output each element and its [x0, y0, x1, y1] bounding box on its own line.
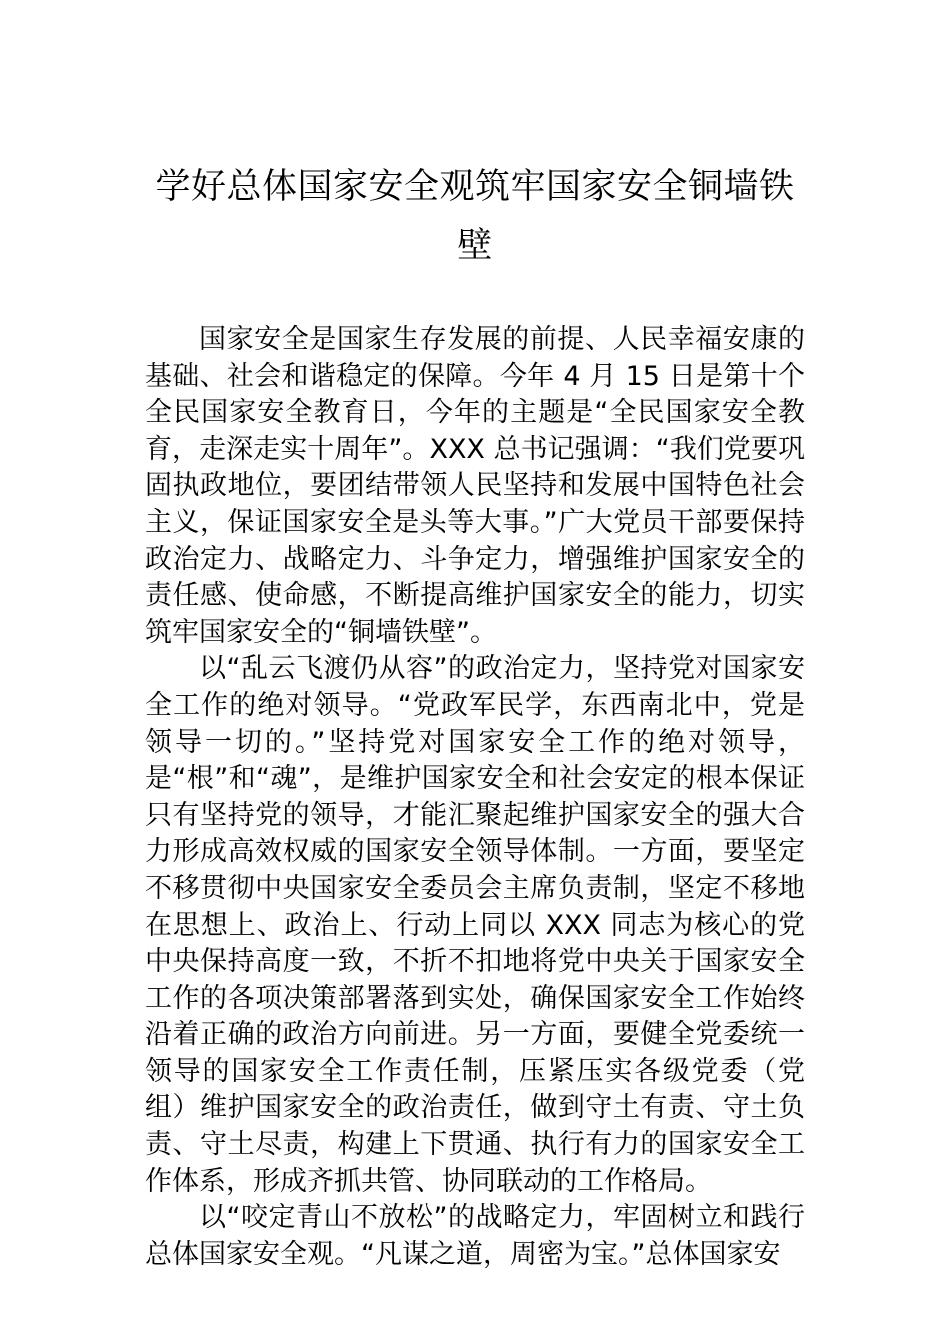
paragraph-intro: 国家安全是国家生存发展的前提、人民幸福安康的基础、社会和谐稳定的保障。今年 4 月 15 日是第十个全民国家安全教育日，今年的主题是“全民国家安全教育，走深走实十周年”。XXX 总书记强调：“我们党要巩固执政地位，要团结带领人民坚持和发展中国特色社会主义，保证国家安全是头等大事。”广大党员干部要保持政治定力、战略定力、斗争定力，增强维护国家安全的责任感、使命感，不断提高维护国家安全的能力，切实筑牢国家安全的“铜墙铁壁”。	[145, 324, 806, 648]
paragraph-political-resolve: 以“乱云飞渡仍从容”的政治定力，坚持党对国家安全工作的绝对领导。“党政军民学，东西南北中，党是领导一切的。”坚持党对国家安全工作的绝对领导，是“根”和“魂”，是维护国家安全和社会安定的根本保证只有坚持党的领导，才能汇聚起维护国家安全的强大合力形成高效权威的国家安全领导体制。一方面，要坚定不移贯彻中央国家安全委员会主席负责制，坚定不移地在思想上、政治上、行动上同以 XXX 同志为核心的党中央保持高度一致，不折不扣地将党中央关于国家安全工作的各项决策部署落到实处，确保国家安全工作始终沿着正确的政治方向前进。另一方面，要健全党委统一领导的国家安全工作责任制，压紧压实各级党委（党组）维护国家安全的政治责任，做到守土有责、守土负责、守土尽责，构建上下贯通、执行有力的国家安全工作体系，形成齐抓共管、协同联动的工作格局。	[145, 653, 805, 1197]
paragraph-strategic-resolve: 以“咬定青山不放松”的战略定力，牢固树立和践行总体国家安全观。“凡谋之道，周密为宝。”总体国家安	[145, 1202, 805, 1270]
document-body	[145, 322, 805, 1273]
document-title: 学好总体国家安全观筑牢国家安全铜墙铁壁	[155, 167, 795, 266]
